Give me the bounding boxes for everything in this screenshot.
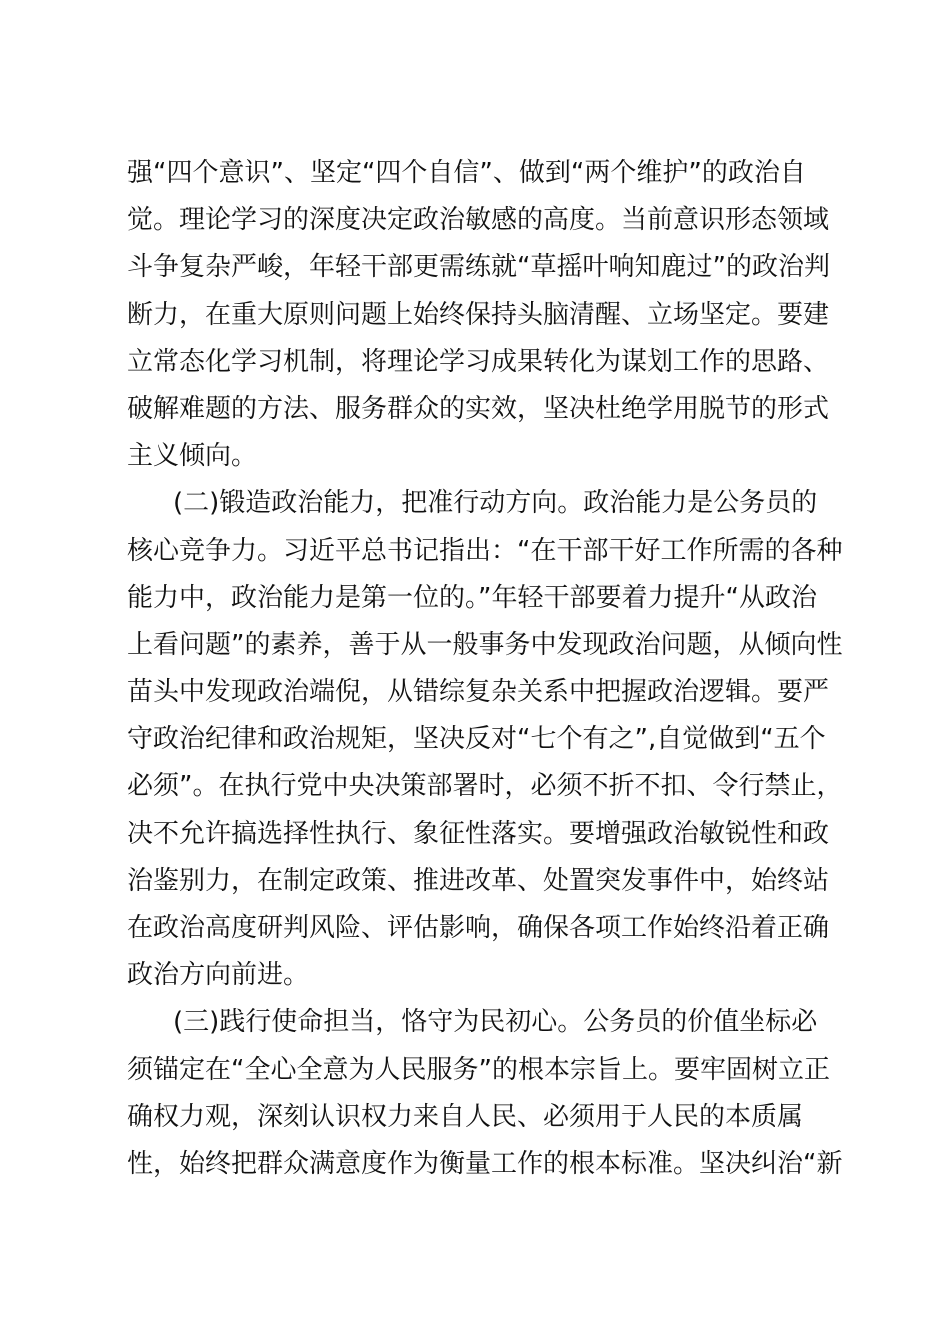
text-line: 觉。理论学习的深度决定政治敏感的高度。当前意识形态领域 <box>127 205 830 236</box>
text-line: 须锚定在“全心全意为人民服务”的根本宗旨上。要牢固树立正 <box>127 1054 830 1085</box>
body-text <box>127 150 843 1188</box>
text-line: 破解难题的方法、服务群众的实效，坚决杜绝学用脱节的形式 <box>127 393 830 424</box>
text-line: 治鉴别力，在制定政策、推进改革、处置突发事件中，始终站 <box>127 865 830 896</box>
text-line: 上看问题”的素养，善于从一般事务中发现政治问题，从倾向性 <box>127 629 843 660</box>
text-line: 政治方向前进。 <box>127 960 310 991</box>
text-line: 立常态化学习机制，将理论学习成果转化为谋划工作的思路、 <box>127 346 830 377</box>
text-line: 斗争复杂严峻，年轻干部更需练就“草摇叶响知鹿过”的政治判 <box>127 252 830 283</box>
paragraph-heading-line: (二)锻造政治能力，把准行动方向。政治能力是公务员的 <box>173 488 818 519</box>
text-line: 守政治纪律和政治规矩，坚决反对“七个有之”,自觉做到“五个 <box>127 724 826 755</box>
text-line: 性，始终把群众满意度作为衡量工作的根本标准。坚决纠治“新 <box>127 1148 843 1179</box>
text-line: 在政治高度研判风险、评估影响，确保各项工作始终沿着正确 <box>127 913 830 943</box>
text-line: 决不允许搞选择性执行、象征性落实。要增强政治敏锐性和政 <box>127 818 830 849</box>
paragraph-heading-line: (三)践行使命担当，恪守为民初心。公务员的价值坐标必 <box>173 1007 818 1038</box>
text-line: 主义倾向。 <box>127 441 258 472</box>
text-line: 苗头中发现政治端倪，从错综复杂关系中把握政治逻辑。要严 <box>127 677 830 708</box>
text-line: 必须”。在执行党中央决策部署时，必须不折不扣、令行禁止， <box>127 771 843 802</box>
text-line: 核心竞争力。习近平总书记指出：“在干部干好工作所需的各种 <box>127 535 843 566</box>
text-line: 强“四个意识”、坚定“四个自信”、做到“两个维护”的政治自 <box>127 158 806 188</box>
text-line: 确权力观，深刻认识权力来自人民、必须用于人民的本质属 <box>127 1101 804 1132</box>
text-line: 断力，在重大原则问题上始终保持头脑清醒、立场坚定。要建 <box>127 299 830 330</box>
text-line: 能力中，政治能力是第一位的。”年轻干部要着力提升“从政治 <box>127 582 817 613</box>
